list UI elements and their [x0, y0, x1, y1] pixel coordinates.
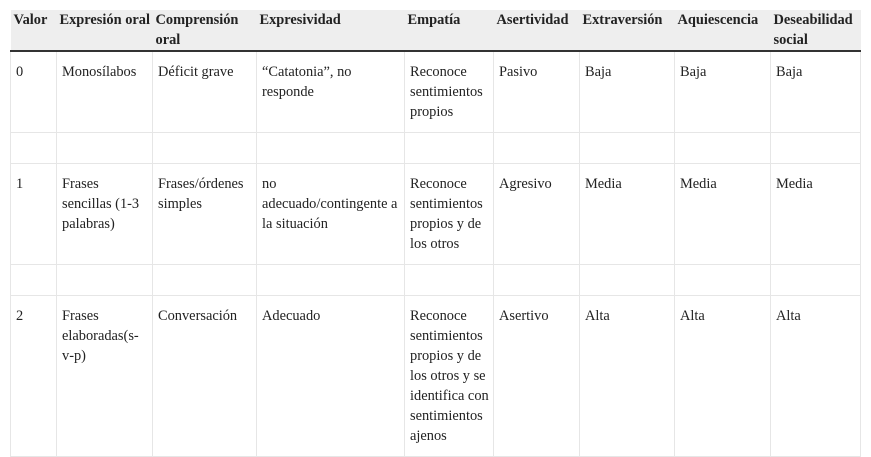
cell-deseabilidad-social: Alta [771, 296, 861, 457]
cell-asertividad: Asertivo [494, 296, 580, 457]
cell-valor: 2 [11, 296, 57, 457]
cell-deseabilidad-social: Baja [771, 51, 861, 133]
cell-expresividad: no adecuado/contingente a la situación [257, 164, 405, 265]
psychometric-scale-table [10, 10, 861, 457]
cell-extraversion: Baja [580, 51, 675, 133]
cell-comprension-oral: Frases/órdenes simples [153, 164, 257, 265]
header-asertividad: Asertividad [494, 10, 580, 51]
table-row [11, 164, 861, 265]
header-aquiescencia: Aquiescencia [675, 10, 771, 51]
cell-aquiescencia: Media [675, 164, 771, 265]
cell-empatia: Reconoce sentimientos propios y de los otros y se identifica con sentimientos ajenos [405, 296, 494, 457]
spacer-row [11, 133, 861, 164]
table-header-row [11, 10, 861, 51]
cell-valor: 1 [11, 164, 57, 265]
cell-deseabilidad-social: Media [771, 164, 861, 265]
header-expresion-oral: Expresión oral [57, 10, 153, 51]
cell-aquiescencia: Alta [675, 296, 771, 457]
header-extraversion: Extraversión [580, 10, 675, 51]
spacer-row [11, 265, 861, 296]
cell-asertividad: Agresivo [494, 164, 580, 265]
cell-expresion-oral: Frases elaboradas(s-v-p) [57, 296, 153, 457]
cell-expresion-oral: Monosílabos [57, 51, 153, 133]
header-expresividad: Expresividad [257, 10, 405, 51]
header-valor: Valor [11, 10, 57, 51]
cell-expresividad: “Catatonia”, no responde [257, 51, 405, 133]
cell-expresividad: Adecuado [257, 296, 405, 457]
table-row [11, 296, 861, 457]
table-row [11, 51, 861, 133]
cell-empatia: Reconoce sentimientos propios [405, 51, 494, 133]
cell-valor: 0 [11, 51, 57, 133]
cell-aquiescencia: Baja [675, 51, 771, 133]
cell-comprension-oral: Déficit grave [153, 51, 257, 133]
cell-extraversion: Media [580, 164, 675, 265]
cell-asertividad: Pasivo [494, 51, 580, 133]
header-empatia: Empatía [405, 10, 494, 51]
header-deseabilidad-social: Deseabilidad social [771, 10, 861, 51]
cell-expresion-oral: Frases sencillas (1-3 palabras) [57, 164, 153, 265]
cell-extraversion: Alta [580, 296, 675, 457]
cell-empatia: Reconoce sentimientos propios y de los otros [405, 164, 494, 265]
header-comprension-oral: Comprensión oral [153, 10, 257, 51]
cell-comprension-oral: Conversación [153, 296, 257, 457]
